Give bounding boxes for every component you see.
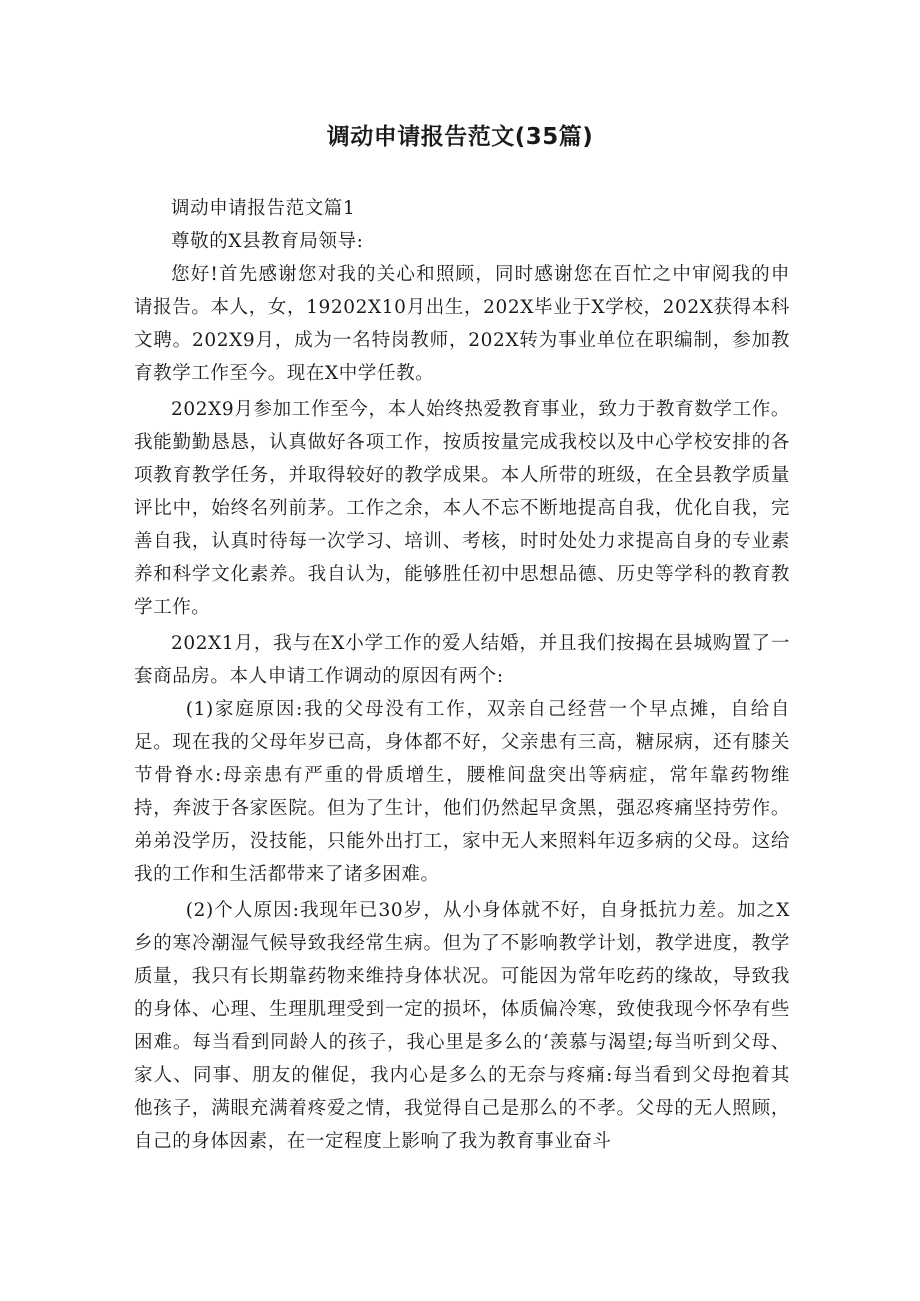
paragraph-family-reason: (1)家庭原因:我的父母没有工作，双亲自己经营一个早点摊，自给自足。现在我的父母年岁已高，身体都不好，父亲患有三高，糖尿病，还有膝关节骨脊水:母亲患有严重的骨质增生，腰椎间盘突出等病症，常年靠药物维持，奔波于各家医院。但为了生计，他们仍然起早贪黑，强忍疼痛坚持劳作。弟弟没学历，没技能，只能外出打工，家中无人来照料年迈多病的父母。这给我的工作和生活都带来了诸多困难。	[134, 699, 790, 885]
paragraph-work-history: 202X9月参加工作至今，本人始终热爱教育事业，致力于教育数学工作。我能勤勤恳恳，认真做好各项工作，按质按量完成我校以及中心学校安排的各项教育教学任务，并取得较好的教学成果。本人所带的班级，在全县教学质量评比中，始终名列前茅。工作之余，本人不忘不断地提高自我，优化自我，完善自我，认真时待每一次学习、培训、考核，时时处处力求提高自身的专业素养和科学文化素养。我自认为，能够胜任初中思想品德、历史等学科的教育教学工作。	[134, 399, 790, 618]
paragraph-marriage: 202X1月，我与在X小学工作的爱人结婚，并且我们按揭在县城购置了一套商品房。本人申请工作调动的原因有两个:	[134, 633, 790, 687]
paragraph-greeting: 您好!首先感谢您对我的关心和照顾，同时感谢您在百忙之中审阅我的申请报告。本人，女，19202X10月出生，202X毕业于X学校，202X获得本科文聘。202X9月，成为一名特岗教师，202X转为事业单位在职编制，参加教育教学工作至今。现在X中学任教。	[134, 264, 790, 384]
salutation: 尊敬的X县教育局领导:	[171, 231, 364, 252]
document-title: 调动申请报告范文(35篇)	[326, 124, 594, 150]
paragraph-personal-reason: (2)个人原因:我现年已30岁，从小身体就不好，自身抵抗力差。加之X乡的寒冷潮湿气候导致我经常生病。但为了不影响教学计划，教学进度，教学质量，我只有长期靠药物来维持身体状况。可能因为常年吃药的缘故，导致我的身体、心理、生理肌理受到一定的损坏，体质偏冷寒，致使我现今怀孕有些困难。每当看到同龄人的孩子，我心里是多么的‘羡慕与渴望;每当听到父母、家人、同事、朋友的催促，我内心是多么的无奈与疼痛:每当看到父母抱着其他孩子，满眼充满着疼爱之情，我觉得自己是那么的不孝。父母的无人照顾，自己的身体因素，在一定程度上影响了我为教育事业奋斗	[134, 900, 790, 1152]
document-body	[134, 192, 790, 1158]
section-heading: 调动申请报告范文篇1	[171, 198, 356, 219]
